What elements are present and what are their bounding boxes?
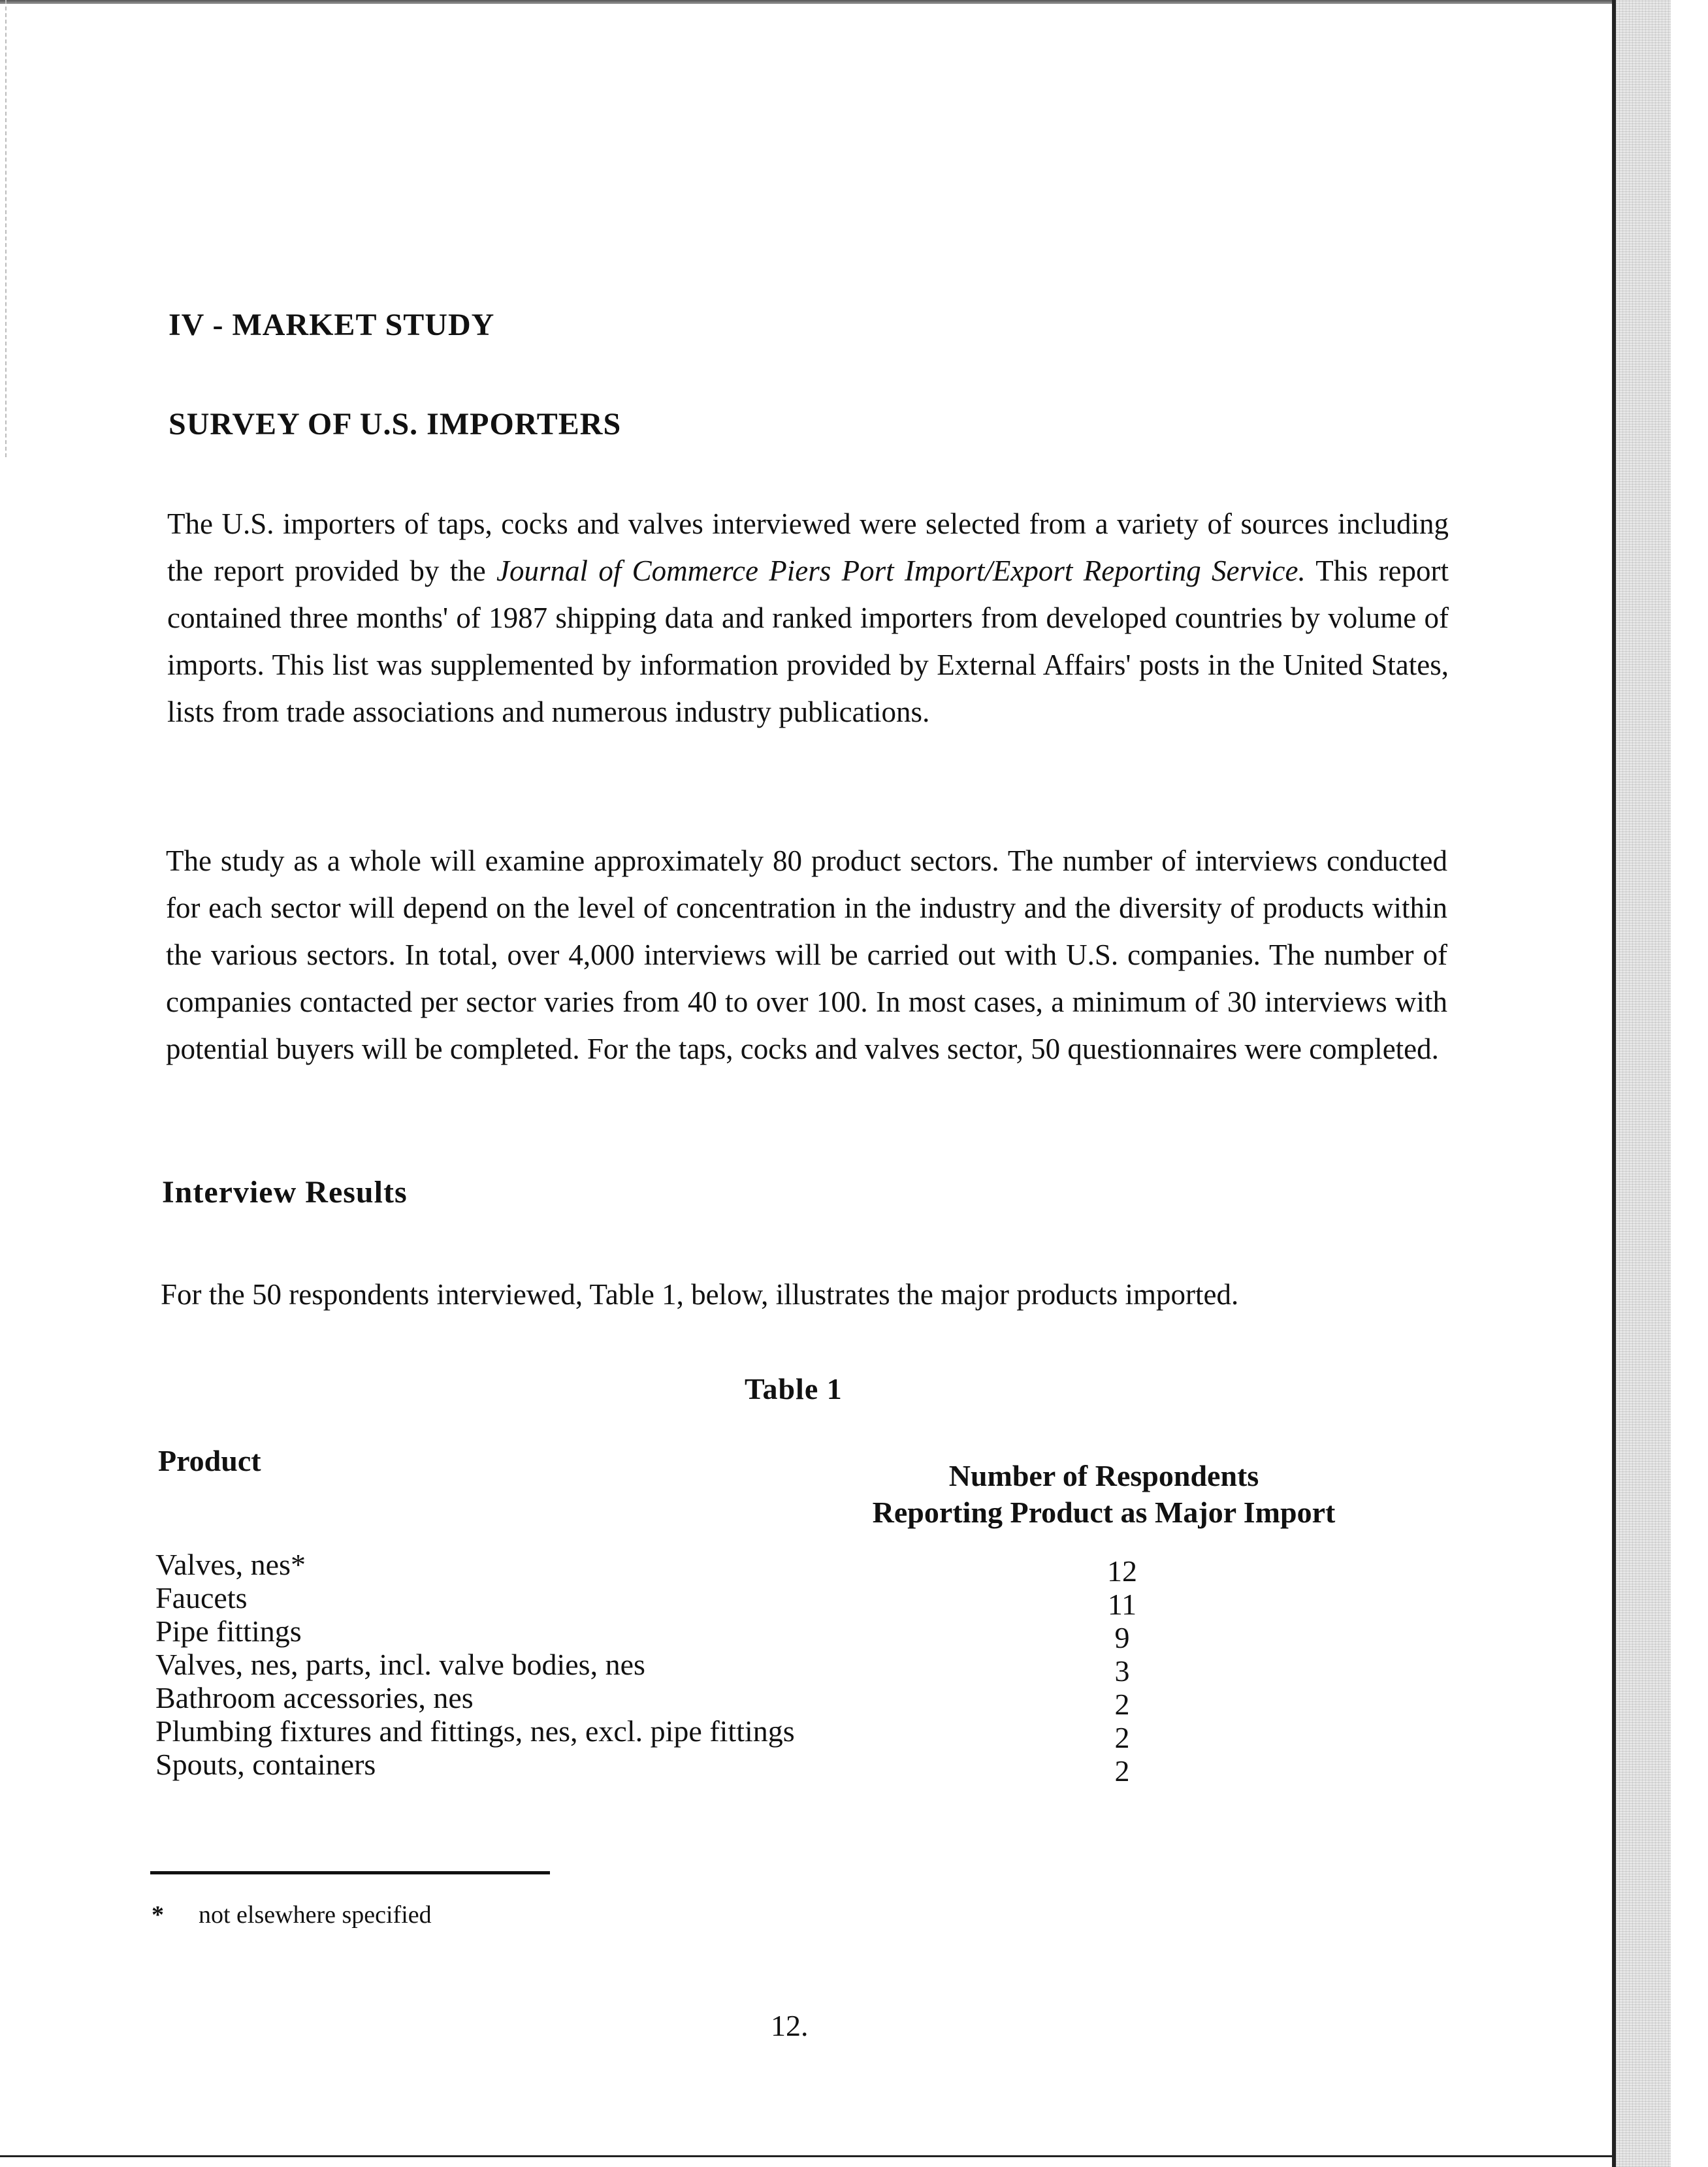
section-heading: IV - MARKET STUDY <box>169 308 495 342</box>
count-cell: 9 <box>1114 1621 1130 1654</box>
table-header-respondents-line2: Reporting Product as Major Import <box>872 1496 1336 1529</box>
footnote-divider <box>150 1871 550 1874</box>
footnote-text: not elsewhere specified <box>199 1901 432 1929</box>
table-title: Table 1 <box>745 1372 843 1405</box>
footnote-marker: * <box>152 1901 164 1929</box>
count-cell: 3 <box>1114 1654 1130 1688</box>
page-number: 12. <box>771 2009 809 2042</box>
paragraph-importers <box>167 500 1449 735</box>
table-row <box>155 1614 1161 1654</box>
page-top-border <box>0 0 1613 4</box>
count-cell: 2 <box>1114 1688 1130 1721</box>
table-header-product: Product <box>158 1444 261 1477</box>
table-row <box>155 1581 1161 1621</box>
paragraph-respondents: For the 50 respondents interviewed, Table 1, below, illustrates the major products imported. <box>161 1278 1239 1311</box>
table-row <box>155 1681 1161 1721</box>
product-cell: Bathroom accessories, nes <box>155 1681 474 1714</box>
table-header-respondents-line1: Number of Respondents <box>948 1459 1259 1492</box>
table-body <box>155 1548 1161 1788</box>
paragraph-study: The study as a whole will examine approximately 80 product sectors. The number of interviews conducted for each sector will depend on the level of concentration in the industry and the diversity of products within the various sectors. In total, over 4,000 interviews will be carried out with U.S. companies. The number of companies contacted per sector varies from 40 to over 100. In most cases, a minimum of 30 interviews with potential buyers will be completed. For the taps, cocks and valves sector, 50 questionnaires were completed. <box>166 844 1447 1065</box>
table-header-respondents <box>810 1458 1398 1531</box>
table-row <box>155 1548 1161 1588</box>
interview-results-heading: Interview Results <box>162 1175 408 1210</box>
survey-heading: SURVEY OF U.S. IMPORTERS <box>169 407 622 441</box>
count-cell: 11 <box>1107 1588 1137 1621</box>
page-bottom-border <box>0 2155 1613 2164</box>
product-cell: Faucets <box>155 1581 248 1614</box>
table-row <box>155 1648 1161 1688</box>
scan-edge-marks <box>5 0 16 457</box>
scan-binding-strip <box>1612 0 1671 2167</box>
product-cell: Valves, nes* <box>155 1548 306 1581</box>
paragraph-importers-text-2: This report contained three months' of 1987 shipping data and ranked importers from developed countries by volume of imports. This list was supplemented by information provided by External Affairs' posts in the United States, lists from trade associations and numerous industry publications. <box>167 554 1449 728</box>
page-right-margin <box>1671 0 1708 2167</box>
paragraph-importers-text-1: The U.S. importers of taps, cocks and valves interviewed were selected from a variety of sources including the report provided by the <box>167 507 1449 587</box>
table-row <box>155 1714 1161 1754</box>
journal-title: Journal of Commerce Piers Port Import/Export Reporting Service. <box>496 554 1306 587</box>
product-cell: Valves, nes, parts, incl. valve bodies, nes <box>155 1648 645 1681</box>
product-cell: Spouts, containers <box>155 1748 376 1781</box>
table-row <box>155 1748 1161 1788</box>
count-cell: 2 <box>1114 1721 1130 1754</box>
footnote <box>152 1901 432 1929</box>
product-cell: Pipe fittings <box>155 1614 302 1648</box>
count-cell: 2 <box>1114 1754 1130 1788</box>
product-cell: Plumbing fixtures and fittings, nes, excl. pipe fittings <box>155 1714 795 1748</box>
count-cell: 12 <box>1107 1554 1137 1588</box>
